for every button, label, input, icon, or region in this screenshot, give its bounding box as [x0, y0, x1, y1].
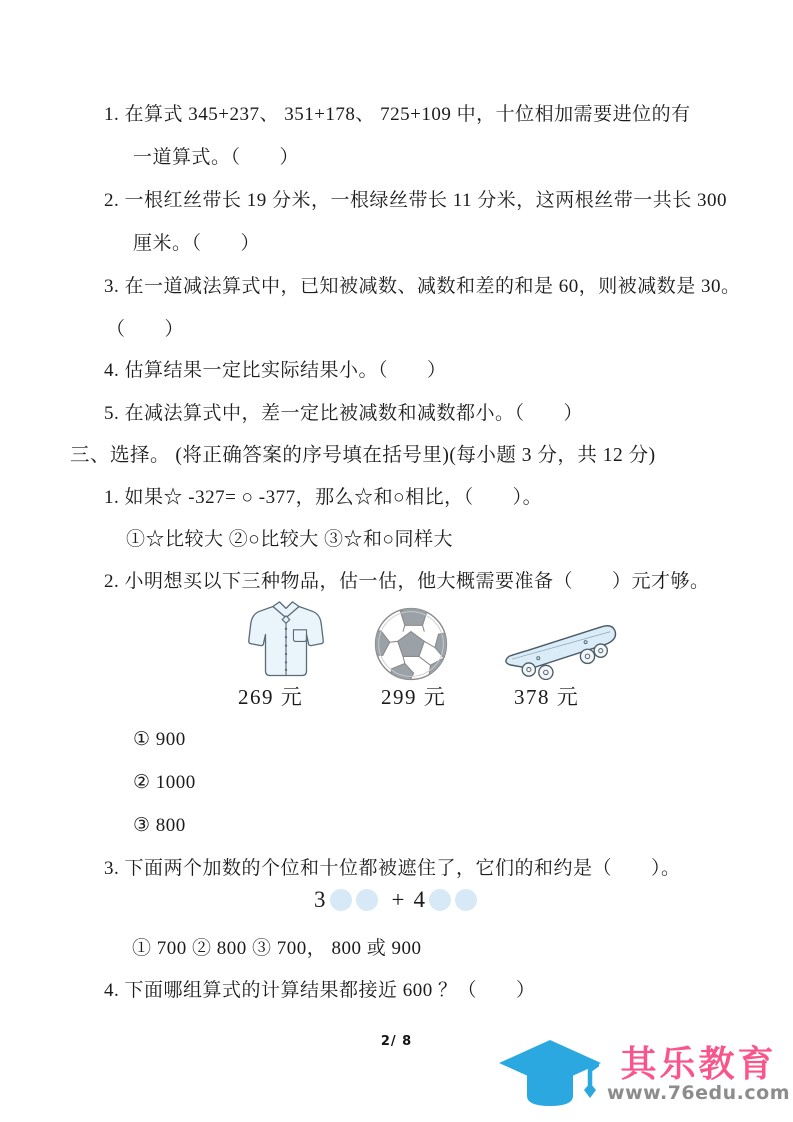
page-indicator: 2/ 8 [380, 1034, 413, 1049]
judge-q1-line1: 1. 在算式 345+237、 351+178、 725+109 中，十位相加需要进位的有 [104, 104, 691, 125]
skateboard-price: 378 元 [514, 685, 580, 709]
shirt-image [239, 600, 333, 682]
addend2-prefix: 4 [413, 887, 425, 912]
hidden-digit-circle [356, 889, 378, 911]
choice-q1-text: 1. 如果☆ -327= ○ -377，那么☆和○相比，（ ）。 [104, 487, 543, 508]
hidden-addends-expression [314, 888, 477, 911]
judge-q3-line2: （ ） [106, 319, 185, 340]
graduation-cap-icon [497, 1038, 605, 1112]
hidden-digit-circle [455, 889, 477, 911]
brand-name: 其乐教育 [620, 1043, 777, 1085]
judge-q4-line: 4. 估算结果一定比实际结果小。（ ） [104, 360, 447, 381]
choice-q2-option-3: ③ 800 [133, 815, 186, 836]
judge-q5-line: 5. 在减法算式中，差一定比被减数和减数都小。（ ） [104, 403, 584, 424]
brand-url: www.76edu.com [607, 1082, 790, 1105]
choice-q2-text: 2. 小明想买以下三种物品，估一估，他大概需要准备（ ）元才够。 [104, 571, 710, 592]
judge-q3-line1: 3. 在一道减法算式中，已知被减数、减数和差的和是 60，则被减数是 30。 [104, 276, 741, 297]
shirt-price: 269 元 [238, 685, 304, 709]
choice-q3-options: ① 700 ② 800 ③ 700， 800 或 900 [132, 938, 422, 959]
soccer-ball-image [372, 605, 450, 683]
choice-q4-text: 4. 下面哪组算式的计算结果都接近 600 ？（ ） [104, 980, 536, 1001]
choice-q3-text: 3. 下面两个加数的个位和十位都被遮住了，它们的和约是（ ）。 [104, 858, 681, 879]
skateboard-image [498, 610, 624, 680]
choice-q1-options: ①☆比较大 ②○比较大 ③☆和○同样大 [126, 529, 453, 550]
judge-q2-line2: 厘米。（ ） [133, 233, 261, 254]
soccer-ball-price: 299 元 [381, 685, 447, 709]
choice-section-heading: 三、选择。 (将正确答案的序号填在括号里)(每小题 3 分，共 12 分) [70, 445, 656, 466]
choice-q2-option-2: ② 1000 [133, 772, 196, 793]
hidden-digit-circle [330, 889, 352, 911]
hidden-digit-circle [429, 889, 451, 911]
choice-q2-option-1: ① 900 [133, 729, 186, 750]
judge-q1-line2: 一道算式。（ ） [133, 147, 300, 168]
addend1-prefix: 3 [314, 887, 326, 912]
judge-q2-line1: 2. 一根红丝带长 19 分米，一根绿丝带长 11 分米，这两根丝带一共长 300 [104, 190, 728, 211]
brand-text-block [607, 1043, 790, 1105]
brand-watermark [497, 1038, 790, 1112]
plus-operator: + [391, 887, 405, 912]
